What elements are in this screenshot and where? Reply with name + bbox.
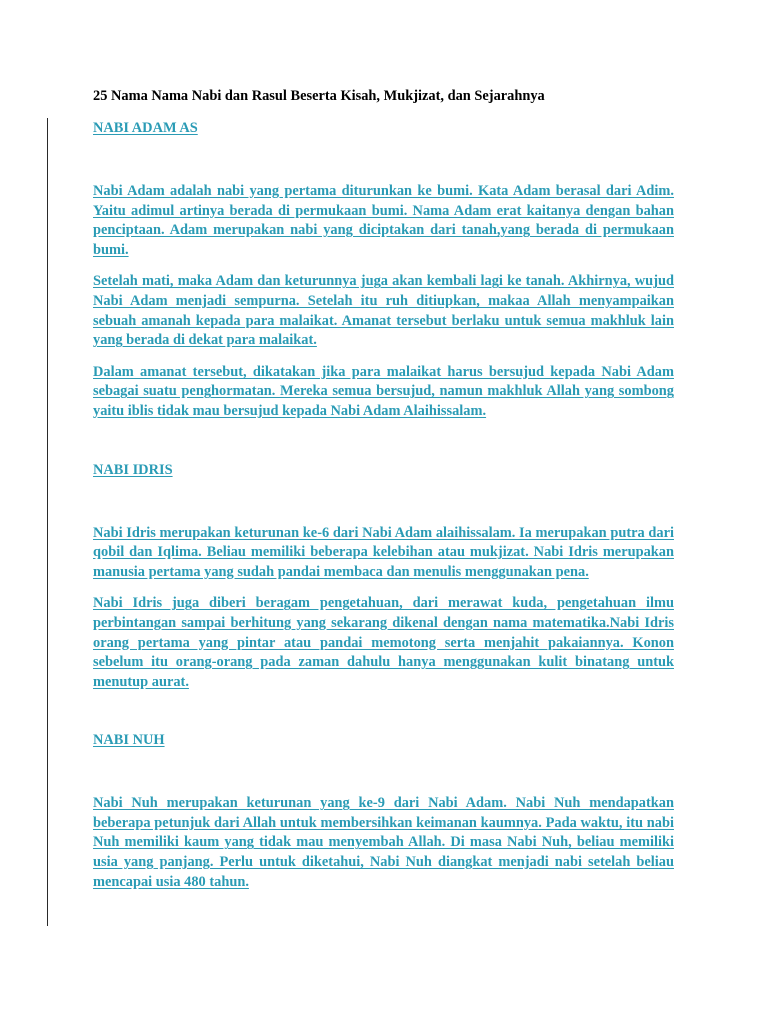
document-title: 25 Nama Nama Nabi dan Rasul Beserta Kisah, Mukjizat, dan Sejarahnya bbox=[93, 88, 545, 104]
paragraph: Nabi Nuh merupakan keturunan yang ke-9 dari Nabi Adam. Nabi Nuh mendapatkan beberapa petunjuk dari Allah untuk membersihkan keimanan kaumnya. Pada waktu, itu nabi Nuh memiliki kaum yang tidak mau menyembah Allah. Di masa Nabi Nuh, beliau memiliki usia yang panjang. Perlu untuk diketahui, Nabi Nuh diangkat menjadi nabi setelah beliau mencapai usia 480 tahun. bbox=[93, 795, 674, 890]
section-heading: NABI ADAM AS bbox=[93, 120, 198, 136]
section-nabi-adam bbox=[93, 118, 674, 422]
paragraph: Setelah mati, maka Adam dan keturunnya juga akan kembali lagi ke tanah. Akhirnya, wujud Nabi Adam menjadi sempurna. Setelah itu ruh ditiupkan, makaa Allah menyampaikan sebuah amanah kepada para malaikat. Amanat tersebut berlaku untuk semua makhluk lain yang berada di dekat para malaikat. bbox=[93, 273, 674, 349]
paragraph: Nabi Idris juga diberi beragam pengetahuan, dari merawat kuda, pengetahuan ilmu perbintangan sampai berhitung yang sekarang dikenal dengan nama matematika.Nabi Idris orang pertama yang pintar atau pandai memotong serta menjahit pakaiannya. Konon sebelum itu orang-orang pada zaman dahulu hanya menggunakan kulit binatang untuk menutup aurat. bbox=[93, 595, 674, 690]
section-heading: NABI NUH bbox=[93, 732, 165, 749]
paragraph: Dalam amanat tersebut, dikatakan jika para malaikat harus bersujud kepada Nabi Adam sebagai suatu penghormatan. Mereka semua bersujud, namun makhluk Allah yang sombong yaitu iblis tidak mau bersujud kepada Nabi Adam Alaihissalam. bbox=[93, 363, 674, 419]
paragraph: Nabi Idris merupakan keturunan ke-6 dari Nabi Adam alaihissalam. Ia merupakan putra dari qobil dan Iqlima. Beliau memiliki beberapa kelebihan atau mukjizat. Nabi Idris merupakan manusia pertama yang sudah pandai membaca dan menulis menggunakan pena. bbox=[93, 524, 674, 580]
section-nabi-nuh bbox=[93, 730, 674, 892]
section-nabi-idris bbox=[93, 460, 674, 693]
paragraph: Nabi Adam adalah nabi yang pertama diturunkan ke bumi. Kata Adam berasal dari Adim. Yaitu adimul artinya berada di permukaan bumi. Nama Adam erat kaitanya dengan bahan penciptaan. Adam merupakan nabi yang diciptakan dari tanah,yang berada di permukaan bumi. bbox=[93, 183, 674, 258]
revision-margin-bar bbox=[47, 118, 48, 926]
document-body bbox=[93, 118, 674, 904]
section-heading: NABI IDRIS bbox=[93, 461, 173, 478]
